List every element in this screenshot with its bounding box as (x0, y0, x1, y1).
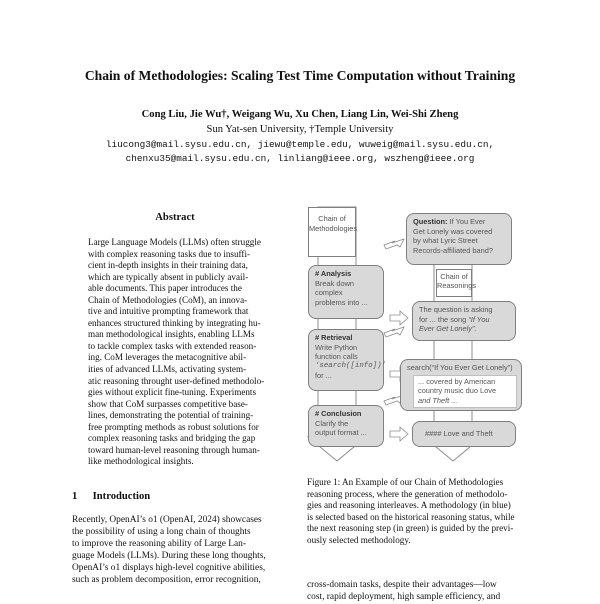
com-header-line-2: Methodologies (309, 223, 358, 233)
reasoning-1-text-2 (419, 315, 510, 325)
author-list: Cong Liu, Jie Wu†, Weigang Wu, Xu Chen, Liang Lin, Wei-Shi Zheng (141, 109, 459, 120)
intro-line: Recently, OpenAI’s o1 (OpenAI, 2024) showcases (72, 515, 262, 525)
paper-title: Chain of Methodologies: Scaling Test Time Computation without Training (84, 68, 516, 83)
abstract-line: atic reasoning throught user-defined methodolo- (88, 375, 265, 386)
reasoning-1-plain: for ... the song (419, 314, 469, 324)
right-text-line: cross-domain tasks, despite their advantages—low (307, 580, 497, 590)
abstract-line: which are typically absent in publicly avail- (88, 271, 249, 282)
abstract-line: cient in-depth insights in their training data, (88, 260, 248, 271)
question-text-3: by what Lyric Street (413, 236, 478, 246)
abstract-line: ing. CoM leverages the metacognitive abil- (88, 352, 247, 363)
question-label: Question: (413, 217, 448, 226)
retrieval-methodology-box (308, 329, 384, 391)
question-text-1: If You Ever (449, 217, 486, 226)
retrieval-code-2: for ... (315, 371, 332, 381)
search-result-1: ... covered by American (418, 376, 496, 386)
arrow-question-to-com (384, 239, 404, 249)
introduction-body (72, 515, 278, 586)
abstract-line: ities of advanced LLMs, activating system- (88, 364, 247, 375)
analysis-text-1: Break down (315, 278, 355, 288)
abstract-line: man methodological insights, enabling LLMs (88, 329, 255, 340)
question-text-2: Get Lonely was covered (413, 226, 493, 236)
caption-line: is selected based on the historical reasoning status, while (307, 511, 515, 522)
analysis-methodology-box (308, 265, 384, 319)
search-result-2-text: country music duo Love (418, 386, 497, 396)
conclusion-text-1: Clarify the (315, 418, 349, 428)
retrieval-text-2: function calls (315, 352, 358, 362)
caption-line: Figure 1: An Example of our Chain of Methodologies (307, 477, 504, 487)
question-box (406, 213, 512, 265)
abstract-line: like methodological insights. (88, 456, 194, 467)
abstract-line: with complex reasoning tasks due to insuffi- (88, 248, 251, 259)
abstract-line: toward human-level reasoning through human- (88, 444, 260, 455)
abstract-body (88, 237, 276, 468)
intro-line: the possibility of using a long chain of thoughts (72, 526, 251, 537)
com-header-line-1: Chain of (318, 214, 346, 223)
right-column-text (307, 580, 529, 604)
abstract-line: gies without explicit fine-tuning. Experiments (88, 387, 257, 398)
analysis-label: # Analysis (315, 269, 352, 278)
reasoning-1-text-1: The question is asking (419, 305, 493, 314)
abstract-line: tive and intuitive prompting framework that (88, 306, 249, 317)
abstract-line: complex reasoning tasks and bridging the gap (88, 433, 256, 444)
reasoning-1-text-3: Ever Get Lonely”. (419, 324, 477, 334)
question-text-4: Records-affiliated band? (413, 245, 493, 255)
cor-header-line-1: Chain of (440, 272, 468, 281)
final-answer: #### Love and Theft (425, 429, 493, 438)
abstract-line: able documents. This paper introduces the (88, 283, 242, 294)
abstract-heading: Abstract (155, 212, 195, 223)
analysis-text-3: problems into ... (315, 297, 368, 307)
conclusion-text-2: output format ... (315, 428, 367, 438)
section-number: 1 (72, 491, 78, 502)
search-call-box (400, 359, 522, 411)
arrow-analysis-to-reasoning (390, 311, 408, 325)
figure-caption (307, 477, 529, 546)
email-line-1: liucong3@mail.sysu.edu.cn, jiewu@temple.edu, wuweig@mail.sysu.edu.cn, (105, 139, 495, 150)
intro-line: such as problem decomposition, error recognition, (72, 574, 261, 585)
abstract-line: Large Language Models (LLMs) often struggle (88, 237, 261, 247)
analysis-text-2: complex (315, 288, 343, 298)
search-result-2 (418, 386, 512, 396)
conclusion-label: # Conclusion (315, 409, 362, 418)
section-heading (72, 491, 150, 502)
search-result-box (413, 375, 517, 408)
caption-line: reasoning process, where the generation of methodolo- (307, 488, 508, 499)
cor-header-line-2: Reasonings (437, 281, 477, 290)
search-result-3: and Theft ... (418, 395, 458, 405)
retrieval-label: # Retrieval (315, 333, 353, 342)
caption-line: ously selected methodology. (307, 534, 411, 545)
reasoning-1-italic: “If You (468, 314, 490, 324)
abstract-line: enhances structured thinking by integrating hu- (88, 317, 261, 328)
intro-line: guage Models (LLMs). During these long thoughts, (72, 550, 266, 561)
abstract-line: lines, demonstrating the potential of training- (88, 410, 254, 421)
intro-line: to improve the reasoning ability of Large Lan- (72, 538, 246, 549)
section-title: Introduction (92, 491, 151, 502)
abstract-line: to tackle complex tasks with extended reason- (88, 340, 257, 351)
search-call: search(“If You Ever Get Lonely”) (407, 363, 513, 372)
final-answer-box (412, 421, 516, 447)
retrieval-code-1: ‘search([info])’ (315, 361, 386, 370)
figure-1 (300, 205, 540, 465)
abstract-line: show that CoM surpasses competitive base- (88, 398, 248, 409)
caption-line: the next reasoning step (in green) is guided by the previ- (307, 523, 514, 533)
reasoning-step-1 (412, 301, 516, 341)
caption-line: gies and reasoning interleaves. A methodology (in blue) (307, 500, 511, 510)
abstract-line: Chain of Methodologies (CoM), an innova- (88, 294, 248, 305)
intro-line: OpenAI’s o1 displays high-level cognitive abilities, (72, 562, 266, 573)
arrow-conclusion-to-answer (390, 427, 408, 441)
conclusion-methodology-box (308, 405, 384, 447)
arrow-reasoning-to-retrieval (384, 327, 404, 337)
abstract-line: free prompting methods as robust solutions for (88, 421, 259, 432)
right-text-line: cost, rapid deployment, high sample efficiency, and (307, 591, 501, 602)
email-line-2: chenxu35@mail.sysu.edu.cn, linliang@ieee.org, wszheng@ieee.org (125, 153, 475, 164)
affiliation: Sun Yat-sen University, †Temple University (206, 124, 394, 135)
cor-header (436, 269, 477, 297)
retrieval-text-1: Write Python (315, 342, 358, 352)
com-header (308, 207, 356, 257)
